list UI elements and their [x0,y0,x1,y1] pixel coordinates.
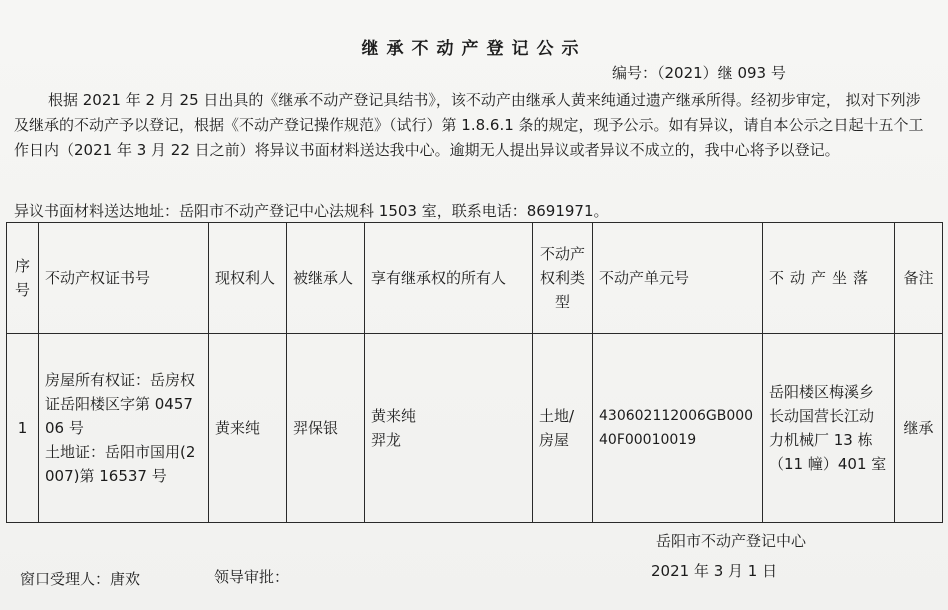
property-table [6,222,943,523]
cell-seq: 1 [7,334,39,523]
cell-decedent: 羿保银 [287,334,365,523]
header-type: 不动产权利类型 [533,223,593,334]
table-header-row [7,223,943,334]
issue-date: 2021 年 3 月 1 日 [651,562,778,580]
header-holder: 现权利人 [209,223,287,334]
header-remark: 备注 [895,223,943,334]
table-row [7,334,943,523]
page-title: 继承不动产登记公示 [361,39,587,59]
leader-approval: 领导审批： [214,568,290,586]
document-number: 编号：（2021）继 093 号 [612,64,786,82]
cell-cert: 房屋所有权证：岳房权证岳阳楼区字第 045706 号 土地证：岳阳市国用(2007)第 16537 号 [39,334,209,523]
objection-address: 异议书面材料送达地址：岳阳市不动产登记中心法规科 1503 室，联系电话：8691971。 [14,202,609,220]
header-heirs: 享有继承权的所有人 [365,223,533,334]
cell-unit: 430602112006GB00040F00010019 [593,334,763,523]
cell-location: 岳阳楼区梅溪乡长动国营长江动力机械厂 13 栋（11 幢）401 室 [763,334,895,523]
header-decedent: 被继承人 [287,223,365,334]
header-seq: 序号 [7,223,39,334]
header-location: 不动产坐落 [763,223,895,334]
cell-type: 土地/房屋 [533,334,593,523]
issuing-office: 岳阳市不动产登记中心 [656,532,807,550]
header-unit: 不动产单元号 [593,223,763,334]
window-receiver: 窗口受理人：唐欢 [20,570,141,588]
header-cert: 不动产权证书号 [39,223,209,334]
cell-holder: 黄来纯 [209,334,287,523]
notice-paragraph-text: 根据 2021 年 2 月 25 日出具的《继承不动产登记具结书》，该不动产由继承人黄来纯通过遗产继承所得。经初步审定， 拟对下列涉及继承的不动产予以登记，根据《不动产登记操作规范》（试行）第 1.8.6.1 条的规定，现予公示。如有异议，请自本公示之日起十五个工作日内（2021 年 3 月 22 日之前）将异议书面材料送达我中心。逾期无人提出异议或者异议不成立的，我中心将予以登记。 [14,91,924,159]
cell-remark: 继承 [895,334,943,523]
notice-paragraph [14,88,934,163]
cell-heirs: 黄来纯 羿龙 [365,334,533,523]
